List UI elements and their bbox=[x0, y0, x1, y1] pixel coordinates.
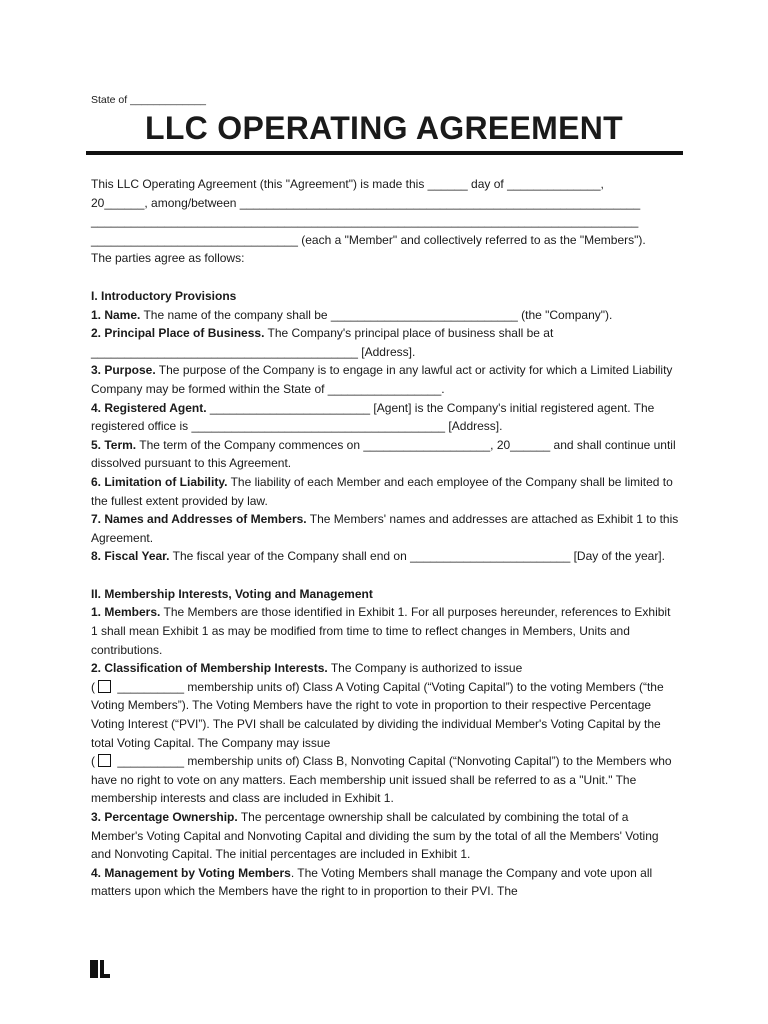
clause-text: The purpose of the Company is to engage in any lawful act or activity for which a Limited Liability Company may be formed within the State of _________________. bbox=[91, 363, 673, 396]
clause-text: The fiscal year of the Company shall end on ________________________ [Day of the year]. bbox=[169, 549, 665, 564]
clause-text: ________________________ [Agent] is the Company's initial registered agent. The registered office is ______________________________________ [Address]. bbox=[91, 400, 655, 434]
clause-text: The Members' names and addresses are attached as Exhibit 1 to this Agreement. bbox=[91, 512, 679, 545]
title-divider bbox=[86, 151, 683, 155]
document-body bbox=[91, 175, 679, 901]
clause-limitation-of-liability bbox=[91, 473, 679, 510]
clause-label: 8. Fiscal Year. bbox=[91, 549, 170, 564]
clause-text: The term of the Company commences on ___________________, 20______ and shall continue until dissolved pursuant to this Agreement. bbox=[91, 437, 676, 471]
document-title: LLC OPERATING AGREEMENT bbox=[144, 110, 623, 146]
clause-label: 2. Classification of Membership Interests. bbox=[91, 661, 328, 676]
clause-name bbox=[91, 306, 679, 325]
intro-line-5: The parties agree as follows: bbox=[91, 251, 245, 266]
paren-open: ( bbox=[91, 754, 95, 769]
legal-templates-logo-icon bbox=[90, 960, 110, 978]
clause-label: 1. Members. bbox=[91, 605, 161, 620]
clause-text: __________ membership units of) Class B, Nonvoting Capital (“Nonvoting Capital”) to the Members who have no right to vote on any matters. Each membership unit issued shall be referred to as a "Unit." The membership interests and class are included in Exhibit 1. bbox=[91, 754, 672, 806]
clause-text: __________ membership units of) Class A Voting Capital (“Voting Capital”) to the voting Members (“the Voting Members”). The Voting Members have the right to vote in proportion to their respective Percentage Voting Interest (“PVI”). The PVI shall be calculated by dividing the individual Member's Voting Capital by the total Voting Capital. The Company may issue bbox=[91, 679, 664, 750]
clause-term bbox=[91, 436, 679, 473]
clause-label: 1. Name. bbox=[91, 307, 141, 322]
class-a-checkbox[interactable] bbox=[98, 680, 111, 693]
clause-members bbox=[91, 603, 679, 659]
clause-text: The name of the company shall be ____________________________ (the "Company"). bbox=[140, 307, 613, 322]
clause-management bbox=[91, 864, 679, 901]
clause-label: 4. Registered Agent. bbox=[91, 400, 207, 415]
section-heading-membership-interests: II. Membership Interests, Voting and Management bbox=[91, 586, 373, 601]
clause-text: The Company is authorized to issue bbox=[327, 661, 523, 676]
intro-line-1: This LLC Operating Agreement (this "Agreement") is made this ______ day of ______________, bbox=[91, 177, 604, 191]
clause-label: 3. Percentage Ownership. bbox=[91, 810, 238, 824]
clause-text: The Members are those identified in Exhibit 1. For all purposes hereunder, references to Exhibit 1 shall mean Exhibit 1 as may be modified from time to time to reflect changes in Members, Units and contributions. bbox=[91, 605, 671, 657]
clause-percentage-ownership bbox=[91, 808, 679, 864]
clause-classification bbox=[91, 659, 679, 808]
clause-text: The liability of each Member and each employee of the Company shall be limited to the fullest extent provided by law. bbox=[91, 474, 673, 508]
intro-line-2: 20______, among/between ____________________________________________________________ bbox=[91, 195, 641, 210]
paren-open: ( bbox=[91, 679, 95, 694]
intro-line-4: _______________________________ (each a "Member" and collectively referred to as the "Members"). bbox=[91, 232, 646, 247]
class-b-checkbox[interactable] bbox=[98, 754, 111, 767]
clause-label: 6. Limitation of Liability. bbox=[91, 474, 228, 489]
state-line: State of _____________ bbox=[91, 94, 207, 106]
clause-label: 2. Principal Place of Business. bbox=[91, 326, 265, 341]
clause-principal-place bbox=[91, 324, 679, 361]
clause-label: 4. Management by Voting Members bbox=[91, 865, 291, 880]
clause-purpose bbox=[91, 361, 679, 398]
clause-names-and-addresses bbox=[91, 510, 679, 547]
clause-registered-agent bbox=[91, 399, 679, 436]
clause-label: 5. Term. bbox=[91, 437, 137, 452]
clause-text: The percentage ownership shall be calculated by combining the total of a Member's Voting Capital and Nonvoting Capital and dividing the sum by the total of all the Members' Voting and Nonvoting Capital. The initial percentages are included in Exhibit 1. bbox=[91, 810, 659, 862]
clause-label: 3. Purpose. bbox=[91, 363, 156, 378]
clause-text: The Company's principal place of business shall be at ________________________________________ [Address]. bbox=[91, 326, 554, 359]
clause-fiscal-year bbox=[91, 547, 679, 566]
clause-text: . The Voting Members shall manage the Company and vote upon all matters upon which the Members have the right to in proportion to their PVI. The bbox=[91, 865, 653, 899]
clause-label: 7. Names and Addresses of Members. bbox=[91, 512, 307, 527]
section-heading-introductory-provisions: I. Introductory Provisions bbox=[91, 288, 237, 303]
intro-line-3: __________________________________________________________________________________ bbox=[91, 214, 639, 229]
